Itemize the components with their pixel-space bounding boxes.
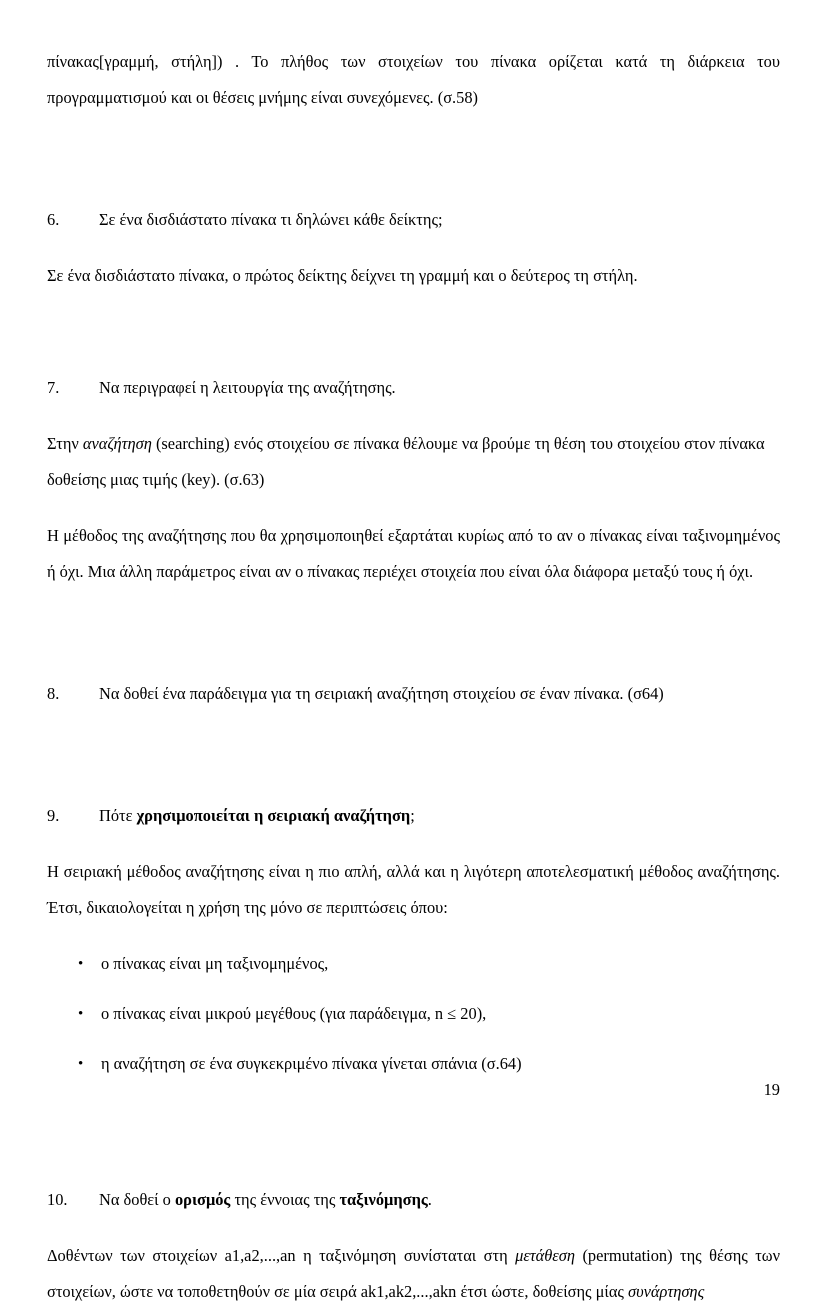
spacer [47,1096,780,1182]
q9-q-post: ; [410,806,415,825]
q10-answer-emphasis-2: συνάρτησης [628,1282,705,1301]
q10-q-mid: της έννοιας της [230,1190,340,1209]
bullet-icon: • [78,1006,84,1022]
question-8-text: Να δοθεί ένα παράδειγμα για τη σειριακή αναζήτηση στοιχείου σε έναν πίνακα. (σ64) [99,684,664,703]
question-9-number: 9. [47,806,60,825]
q10-answer-mid: (permutation) της θέσης των στοιχείων, ώστε να τοποθετηθούν σε μία σειρά ak1,ak2,...,akn έτσι ώστε, δοθείσης μίας [47,1246,780,1301]
q10-answer-pre: Δοθέντων των στοιχείων a1,a2,...,an η ταξινόμηση συνίσταται στη [47,1246,516,1265]
q10-q-strong-2: ταξινόμησης [339,1190,428,1209]
spacer [47,294,780,370]
spacer [47,590,780,676]
question-6-heading [47,202,780,238]
page-content [47,44,780,1310]
q10-answer-emphasis-1: μετάθεση [515,1246,575,1265]
q7-a1-emphasis: αναζήτηση [82,434,152,453]
list-item-label: η αναζήτηση σε ένα συγκεκριμένο πίνακα γίνεται σπάνια (σ.64) [101,1054,522,1073]
question-7-heading [47,370,780,406]
question-8-number: 8. [47,684,60,703]
question-6-answer [47,258,780,294]
list-item-label: ο πίνακας είναι μικρού μεγέθους (για παράδειγμα, n ≤ 20), [101,1004,487,1023]
spacer [47,116,780,202]
question-10-number: 10. [47,1190,68,1209]
question-7-answer-paragraph-1 [47,426,780,498]
bullet-icon: • [78,956,84,972]
q7-a2-text: Η μέθοδος της αναζήτησης που θα χρησιμοποιηθεί εξαρτάται κυρίως από το αν ο πίνακας είναι ταξινομημένος ή όχι. Μια άλλη παράμετρος είναι αν ο πίνακας περιέχει στοιχεία που είναι όλα διάφορα μεταξύ τους ή όχι. [47,526,780,581]
spacer [47,834,780,854]
question-8-heading [47,676,780,712]
spacer [47,712,780,798]
question-6-number: 6. [47,210,60,229]
question-7-answer-paragraph-2 [47,518,780,590]
spacer [47,406,780,426]
question-9-bullet-list [47,946,780,1082]
q10-q-post: . [427,1190,432,1209]
question-7-text: Να περιγραφεί η λειτουργία της αναζήτησης. [99,378,396,397]
question-9-answer [47,854,780,926]
question-9-heading [47,798,780,834]
bullet-icon: • [78,1056,84,1072]
list-item [47,996,780,1032]
intro-paragraph-text: πίνακας[γραμμή, στήλη]) . Το πλήθος των στοιχείων του πίνακα ορίζεται κατά τη διάρκεια του προγραμματισμού και οι θέσεις μνήμης είναι συνεχόμενες. (σ.58) [47,52,780,107]
list-item [47,946,780,982]
q9-answer-text: Η σειριακή μέθοδος αναζήτησης είναι η πιο απλή, αλλά και η λιγότερη αποτελεσματική μέθοδος αναζήτησης. Έτσι, δικαιολογείται η χρήση της μόνο σε περιπτώσεις όπου: [47,862,780,917]
q7-a1-pre: Στην [47,434,83,453]
question-6-answer-text: Σε ένα δισδιάστατο πίνακα, ο πρώτος δείκτης δείχνει τη γραμμή και ο δεύτερος τη στήλη. [47,266,638,285]
intro-paragraph [47,44,780,116]
question-10-heading [47,1182,780,1218]
spacer [47,498,780,518]
q9-q-strong: χρησιμοποιείται η σειριακή αναζήτηση [136,806,411,825]
spacer [47,1218,780,1238]
q9-q-pre: Πότε [99,806,137,825]
q10-q-pre: Να δοθεί ο [99,1190,175,1209]
q10-q-strong-1: ορισμός [174,1190,231,1209]
question-7-number: 7. [47,378,60,397]
q7-a1-post: (searching) ενός στοιχείου σε πίνακα θέλουμε να βρούμε τη θέση του στοιχείου στον πίνακα δοθείσης μιας τιμής (key). (σ.63) [47,434,765,489]
list-item [47,1046,780,1082]
spacer [47,926,780,946]
spacer [47,238,780,258]
question-6-text: Σε ένα δισδιάστατο πίνακα τι δηλώνει κάθε δείκτης; [99,210,443,229]
page-number: 19 [763,1080,780,1099]
question-10-answer [47,1238,780,1310]
list-item-label: ο πίνακας είναι μη ταξινομημένος, [101,954,329,973]
